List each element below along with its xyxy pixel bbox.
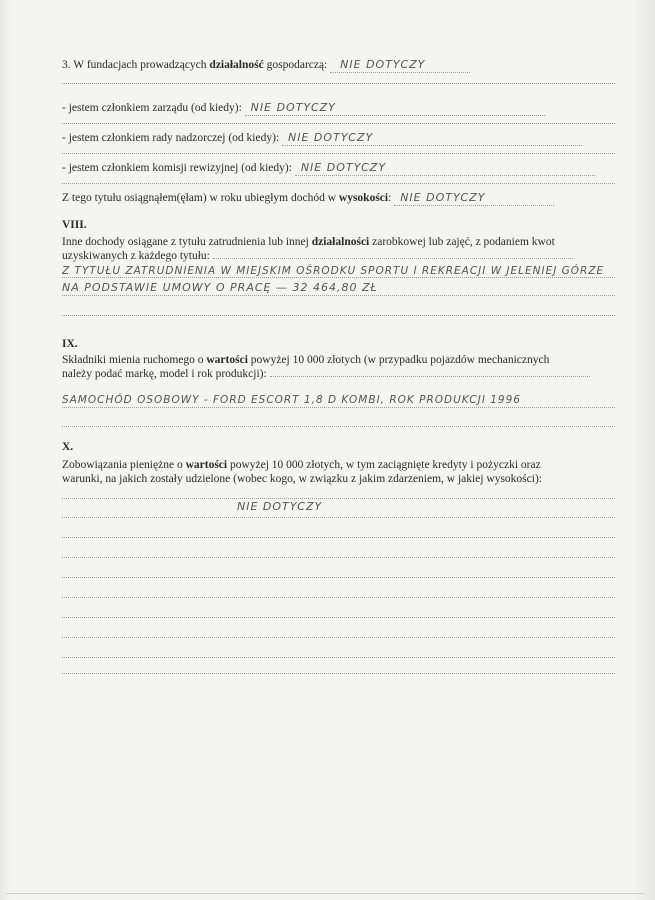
dotted-line (62, 556, 615, 558)
liabilities-label: Zobowiązania pieniężne o (62, 459, 186, 471)
foundations-label-end: gospodarczą: (263, 59, 328, 71)
scan-right-shadow (633, 0, 655, 900)
dotted-line (62, 636, 615, 638)
supervisory-line (62, 131, 615, 146)
movables-label-2: należy podać markę, model i rok produkcji): (62, 368, 267, 380)
foundations-answer-field (330, 58, 470, 73)
supervisory-field (282, 131, 582, 146)
dotted-line (62, 596, 615, 598)
dotted-line (62, 516, 615, 518)
section-ix-heading: IX. (62, 338, 78, 350)
dotted-line (62, 536, 615, 538)
income-answer: NIE DOTYCZY (400, 191, 486, 204)
other-income-label-end: zarobkowej lub zajęć, z podaniem kwot (369, 236, 555, 248)
dotted-line (62, 314, 615, 316)
liabilities-answer-line (62, 500, 615, 514)
dotted-line (62, 82, 615, 84)
liabilities-line (62, 458, 615, 472)
other-income-field (213, 258, 573, 259)
movables-label-end: powyżej 10 000 złotych (w przypadku pojazdów mechanicznych (247, 354, 550, 366)
dotted-line (62, 294, 615, 296)
dotted-line (62, 497, 615, 499)
liabilities-line-2 (62, 472, 615, 486)
audit-field (295, 161, 595, 176)
other-income-line (62, 235, 615, 249)
scan-left-shadow (0, 0, 10, 900)
other-income-answer-1: Z TYTUŁU ZATRUDNIENIA W MIEJSKIM OŚRODKU SPORTU I REKREACJI W JELENIEJ GÓRZE (62, 265, 605, 277)
dotted-line (62, 656, 615, 658)
income-line (62, 191, 615, 206)
movables-field (270, 376, 590, 377)
supervisory-label: - jestem członkiem rady nadzorczej (od kiedy): (62, 132, 280, 144)
dotted-line (62, 152, 615, 154)
liabilities-label-end: powyżej 10 000 złotych, w tym zaciągnięte kredyty i pożyczki oraz (227, 459, 541, 471)
board-member-field (245, 101, 545, 116)
liabilities-label-bold: wartości (185, 459, 228, 471)
income-label-end: : (388, 192, 392, 204)
dotted-line (62, 576, 615, 578)
foundations-label: 3. W fundacjach prowadzących (62, 59, 210, 71)
income-label: Z tego tytułu osiągnąłem(ęłam) w roku ubiegłym dochód w (62, 192, 339, 204)
dotted-line (62, 425, 615, 427)
movables-line-2 (62, 367, 615, 381)
foundations-answer: NIE DOTYCZY (340, 58, 426, 71)
section-x-heading: X. (62, 441, 74, 453)
other-income-answer-2: NA PODSTAWIE UMOWY O PRACĘ — 32 464,80 ZŁ (62, 281, 378, 294)
liabilities-label-2: warunki, na jakich zostały udzielone (wobec kogo, w związku z jakim zdarzeniem, w jakiej wysokości): (62, 473, 542, 485)
dotted-line (62, 616, 615, 618)
other-income-label-bold: działalności (311, 236, 370, 248)
other-income-label-2: uzyskiwanych z każdego tytułu: (62, 250, 210, 262)
dotted-line (62, 672, 615, 674)
dotted-line (62, 406, 615, 408)
income-field (394, 191, 554, 206)
scan-bottom-edge (6, 893, 645, 894)
foundations-line (62, 58, 615, 73)
movables-line (62, 353, 615, 367)
movables-label: Składniki mienia ruchomego o (62, 354, 207, 366)
supervisory-answer: NIE DOTYCZY (288, 131, 374, 144)
movables-answer: SAMOCHÓD OSOBOWY - FORD ESCORT 1,8 D KOMBI, ROK PRODUKCJI 1996 (62, 394, 521, 406)
dotted-line (62, 182, 615, 184)
income-label-bold: wysokości (338, 192, 389, 204)
movables-label-bold: wartości (206, 354, 248, 366)
board-member-line (62, 101, 615, 116)
section-viii-heading: VIII. (62, 219, 87, 231)
audit-line (62, 161, 615, 176)
board-member-label: - jestem członkiem zarządu (od kiedy): (62, 102, 242, 114)
foundations-label-bold: działalność (209, 59, 264, 71)
liabilities-answer: NIE DOTYCZY (237, 500, 323, 513)
board-member-answer: NIE DOTYCZY (250, 101, 336, 114)
audit-label: - jestem członkiem komisji rewizyjnej (od kiedy): (62, 162, 292, 174)
other-income-line-2 (62, 249, 615, 263)
other-income-label: Inne dochody osiągane z tytułu zatrudnienia lub innej (62, 236, 312, 248)
dotted-line (62, 122, 615, 124)
dotted-line (62, 276, 615, 278)
audit-answer: NIE DOTYCZY (300, 161, 387, 174)
